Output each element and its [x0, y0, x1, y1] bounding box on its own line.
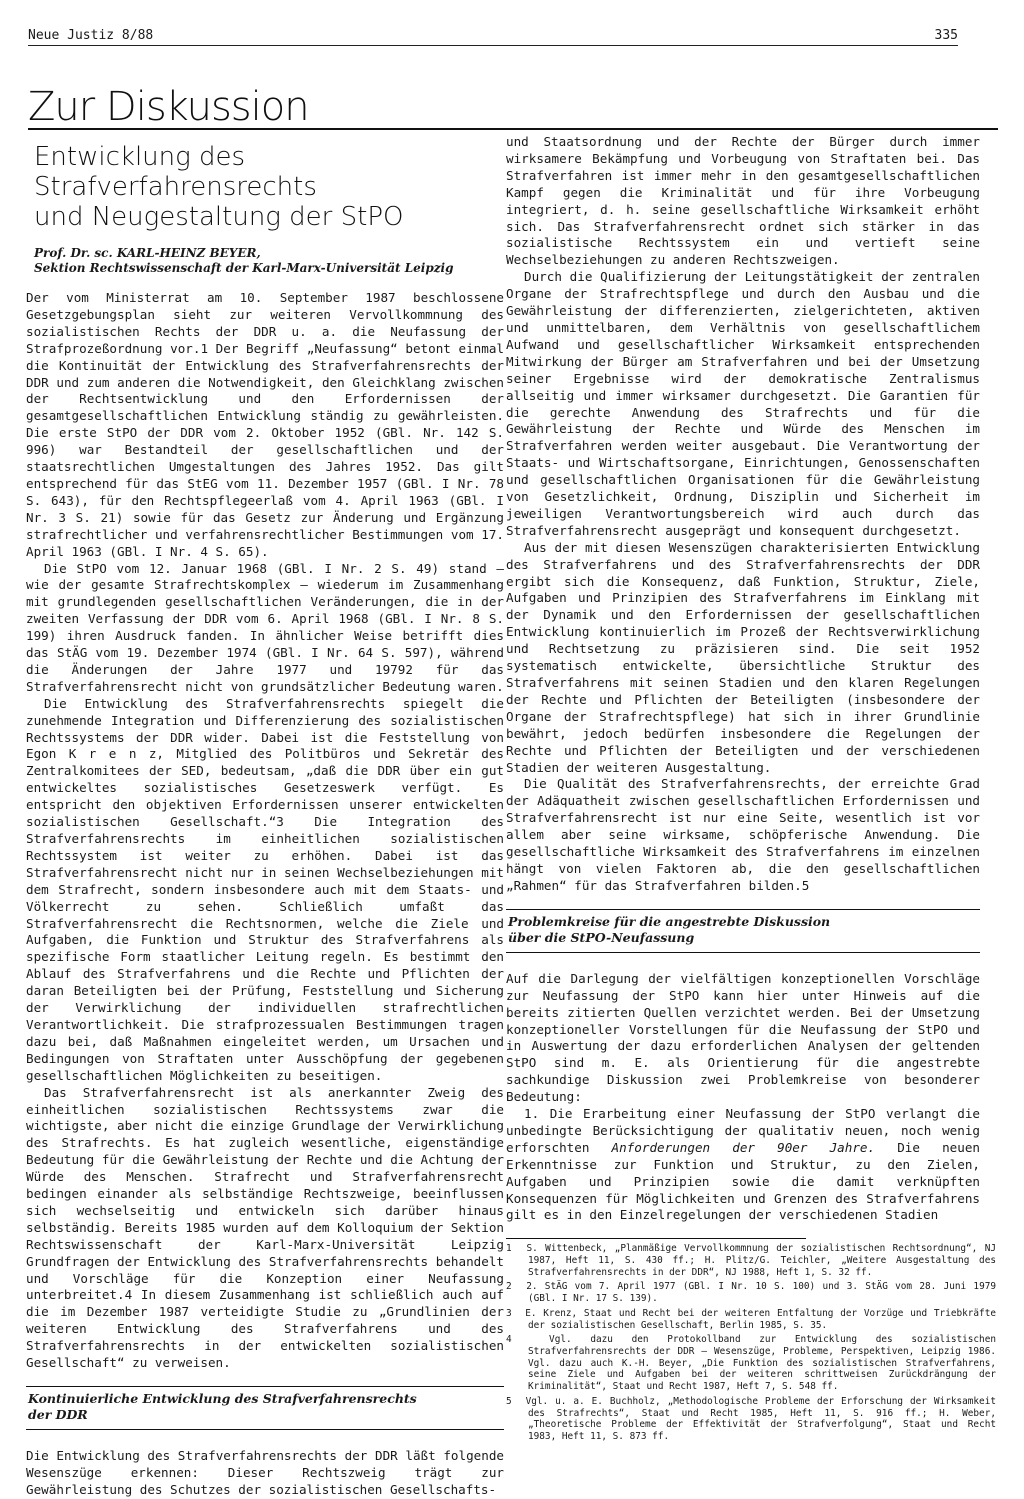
author-affiliation: Sektion Rechtswissenschaft der Karl-Marx-Universität Leipzig	[34, 261, 454, 275]
footnote-text: E. Krenz, Staat und Recht bei der weiteren Entfaltung der Vorzüge und Triebkräfte der sozialistischen Gesellschaft, Berlin 1985, S. 35.	[525, 1307, 996, 1331]
footnote-text: Vgl. dazu den Protokollband zur Entwicklung des sozialistischen Strafverfahrensrechts der DDR – Wesenszüge, Probleme, Perspektiven, Leipzig 1986. Vgl. dazu auch K.-H. Beyer, „Die Funktion des sozialistischen Strafverfahrens, seine Ziele und Aufgaben bei der weiteren schrittweisen Zurückdrängung der Kriminalität“, Staat und Recht 1987, Heft 7, S. 548 ff.	[528, 1334, 996, 1393]
running-header	[28, 28, 958, 43]
paragraph-text: Die neuen Erkenntnisse zur Funktion und Struktur, zu den Zielen, Aufgaben und Prinzipien sowie die damit verknüpften Konsequenzen für Möglichkeiten und Grenzen des Strafverfahrens gilt es in den Einzelregelungen der verschiedenen Stadien	[506, 1139, 980, 1223]
footnote-number: 4	[506, 1334, 512, 1346]
paragraph: Das Strafverfahrensrecht ist als anerkannter Zweig des einheitlichen sozialistischen Rechtssystems zwar die wichtigste, aber nicht die einzige Grundlage der Verwirklichung des Strafrechts. Es hat zugleich wesentliche, eigenständige Bedeutung für die Gewährleistung der Rechte und die Achtung der Würde des Menschen. Strafrecht und Strafverfahrensrecht bedingen einander als selbständige Rechtszweige, beeinflussen sich wechselseitig und entwickeln sich darüber hinaus selbständig. Bereits 1985 wurden auf dem Kolloquium der Sektion Rechtswissenschaft der Karl-Marx-Universität Leipzig Grundfragen der Entwicklung des Strafverfahrensrechts behandelt und Vorschläge für die Konzeption einer Neufassung unterbreitet.4 In diesem Zusammenhang ist schließlich auch auf die im Dezember 1987 verteidigte Studie zu „Grundlinien der weiteren Entwicklung des Strafverfahrens und des Strafverfahrensrechts in der entwickelten sozialistischen Gesellschaft“ zu verweisen.	[26, 1084, 504, 1371]
paragraph: Auf die Darlegung der vielfältigen konzeptionellen Vorschläge zur Neufassung der StPO kann hier unter Hinweis auf die bereits zitierten Quellen verzichtet werden. Bei der Umsetzung konzeptioneller Vorstellungen für die Neufassung der StPO und in Auswertung der dazu erforderlichen Analysen der geltenden StPO sind m. E. als Orientierung für die angestrebte sachkundige Diskussion zwei Problemkreise von besonderer Bedeutung:	[506, 970, 980, 1105]
footnote	[506, 1334, 996, 1393]
page-number: 335	[934, 28, 958, 43]
subheading	[506, 909, 980, 953]
footnote-text: 2. StÄG vom 7. April 1977 (GBl. I Nr. 10 S. 100) und 3. StÄG vom 28. Juni 1979 (GBl. I Nr. 17 S. 139).	[526, 1281, 997, 1305]
footnote-text: Vgl. u. a. E. Buchholz, „Methodologische Probleme der Erforschung der Wirksamkeit des Strafrechts“, Staat und Recht 1985, Heft 11, S. 916 ff.; H. Weber, „Theoretische Probleme der Effektivität der Strafverfolgung“, Staat und Recht 1983, Heft 11, S. 873 ff.	[525, 1395, 996, 1442]
footnote-number: 1	[506, 1243, 512, 1255]
article-title	[34, 142, 504, 232]
footnote-number: 3	[506, 1307, 512, 1319]
paragraph: Die Qualität des Strafverfahrensrechts, der erreichte Grad der Adäquatheit zwischen gesellschaftlichen Erfordernissen und Strafverfahrensrecht ist nur eine Seite, wesentlich ist vor allem aber seine wirksame, schöpferische Anwendung. Die gesellschaftliche Wirksamkeit des Strafverfahrens im einzelnen hängt von vielen Faktoren ab, die den gesellschaftlichen „Rahmen“ für das Strafverfahren bilden.5	[506, 776, 980, 893]
section-title: Zur Diskussion	[28, 84, 309, 130]
article-title-line-2: und Neugestaltung der StPO	[34, 202, 404, 232]
paragraph: Durch die Qualifizierung der Leitungstätigkeit der zentralen Organe der Strafrechtspflege und durch den Ausbau und die Gewährleistung der differenzierten, zielgerichteten, aktiven und unmittelbaren, dem Verhältnis von gesellschaftlichem Aufwand und gesellschaftlicher Wirksamkeit entsprechenden Mitwirkung der Bürger am Strafverfahren und bei der Umsetzung seiner Ergebnisse wird der demokratische Zentralismus allseitig und immer wirksamer durchgesetzt. Die Garantien für die gerechte Anwendung des Strafrechts und für die Gewährleistung der Rechte und Würde des Menschen im Strafverfahren werden weiter ausgebaut. Die Verantwortung der Staats- und Wirtschaftsorgane, Einrichtungen, Genossenschaften und gesellschaftlichen Organisationen für die Gewährleistung von Gesetzlichkeit, Ordnung, Disziplin und Sicherheit im jeweiligen Verantwortungsbereich wird auch durch das Strafverfahrensrecht ausgeprägt und konsequent durchgesetzt.	[506, 269, 980, 538]
paragraph: Der vom Ministerrat am 10. September 1987 beschlossene Gesetzgebungsplan sieht zur weiteren Vervollkommnung des sozialistischen Rechts der DDR u. a. die Neufassung der Strafprozeßordnung vor.1 Der Begriff „Neufassung“ betont einmal die Kontinuität der Entwicklung des Strafverfahrensrechts der DDR und zum anderen die Notwendigkeit, den Gleichklang zwischen der Rechtsentwicklung und den Erfordernissen der gesamtgesellschaftlichen Entwicklung ständig zu gewährleisten. Die erste StPO der DDR vom 2. Oktober 1952 (GBl. Nr. 142 S. 996) war Bestandteil der gesellschaftlichen und der staatsrechtlichen Umgestaltungen des Jahres 1952. Das gilt entsprechend für das StEG vom 11. Dezember 1957 (GBl. I Nr. 78 S. 643), für den Rechtspflegeerlaß vom 4. April 1963 (GBl. I Nr. 3 S. 21) sowie für das Gesetz zur Änderung und Ergänzung strafrechtlicher und verfahrensrechtlicher Bestimmungen vom 17. April 1963 (GBl. I Nr. 4 S. 65).	[26, 290, 504, 559]
paragraph: und Staatsordnung und der Rechte der Bürger durch immer wirksamere Bekämpfung und Vorbeugung von Straftaten bei. Das Strafverfahren ist immer mehr in den gesamtgesellschaftlichen Kampf gegen die Kriminalität und für ihre Vorbeugung integriert, d. h. seine gesellschaftliche Wirksamkeit erhöht sich. Das Strafverfahrensrecht ordnet sich stärker in das sozialistische Rechtssystem ein und vertieft seine Wechselbeziehungen zu anderen Rechtszweigen.	[506, 134, 980, 268]
paragraph: Die Entwicklung des Strafverfahrensrechts der DDR läßt folgende Wesenszüge erkennen: Dieser Rechtszweig trägt zur Gewährleistung des Schutzes der sozialistischen Gesellschafts-	[26, 1448, 504, 1497]
footnote-number: 5	[506, 1395, 512, 1407]
section-rule	[28, 128, 998, 130]
paragraph: Die StPO vom 12. Januar 1968 (GBl. I Nr. 2 S. 49) stand — wie der gesamte Strafrechtskomplex — wiederum im Zusammenhang mit grundlegenden gesellschaftlichen Veränderungen, die in der zweiten Verfassung der DDR vom 6. April 1968 (GBl. I Nr. 8 S. 199) ihren Ausdruck fanden. In ähnlicher Weise betrifft dies das StÄG vom 19. Dezember 1974 (GBl. I Nr. 64 S. 597), während die Änderungen der Jahre 1977 und 19792 für das Strafverfahrensrecht nicht von grundsätzlicher Bedeutung waren.	[26, 560, 504, 694]
emphasis-text: Anforderungen der 90er Jahre.	[611, 1139, 876, 1155]
footnote-text: S. Wittenbeck, „Planmäßige Vervollkommnung der sozialistischen Rechtsordnung“, NJ 1987, Heft 11, S. 430 ff.; H. Plitz/G. Teichler, „Weitere Ausgestaltung des Strafverfahrensrechts in der DDR“, NJ 1988, Heft 1, S. 32 ff.	[526, 1243, 997, 1278]
subheading-line-1: Problemkreise für die angestrebte Diskussion	[508, 913, 831, 929]
footnote	[506, 1396, 996, 1443]
footnote	[506, 1308, 996, 1331]
paragraph	[506, 1106, 980, 1224]
article-title-line-1: Entwicklung des Strafverfahrensrechts	[34, 142, 317, 202]
left-column	[26, 134, 504, 1497]
footnotes	[506, 1243, 997, 1442]
author-name: Prof. Dr. sc. KARL-HEINZ BEYER,	[34, 246, 261, 260]
paragraph: Aus der mit diesen Wesenszügen charakterisierten Entwicklung des Strafverfahrens und des Strafverfahrensrechts der DDR ergibt sich die Konsequenz, daß Funktion, Struktur, Ziele, Aufgaben und Prinzipien des Strafverfahrens im Einklang mit der Dynamik und den Erfordernissen der gesellschaftlichen Entwicklung kontinuierlich im Prozeß der Rechtsverwirklichung und Rechtsetzung zu präzisieren sind. Die seit 1952 systematisch entwickelte, übersichtliche Struktur des Strafverfahrens mit seinen Stadien und den klaren Regelungen der Rechte und Pflichten der Beteiligten (insbesondere der Organe der Strafrechtspflege) hat sich in ihrer Grundlinie bewährt, jedoch bedürfen insbesondere die Regelungen der Rechte und Pflichten der Beteiligten und der verschiedenen Stadien der weiteren Ausgestaltung.	[506, 539, 980, 775]
paragraph-text: 1. Die Erarbeitung einer Neufassung der StPO verlangt die unbedingte Berücksichtigung der qualitativ neuen, noch wenig erforschten	[506, 1106, 980, 1155]
footnote-number: 2	[506, 1281, 512, 1293]
subheading-line-2: über die StPO-Neufassung	[508, 929, 695, 945]
journal-issue: Neue Justiz 8/88	[28, 28, 154, 43]
paragraph: Die Entwicklung des Strafverfahrensrechts spiegelt die zunehmende Integration und Differenzierung des sozialistischen Rechtssystems der DDR wider. Dabei ist die Feststellung von Egon K r e n z, Mitglied des Politbüros und Sekretär des Zentralkomitees der SED, bedeutsam, „daß die DDR über ein gut entwickeltes sozialistisches Gesetzeswerk verfügt. Es entspricht den objektiven Erfordernissen unserer entwickelten sozialistischen Gesellschaft.“3 Die Integration des Strafverfahrensrechts im einheitlichen sozialistischen Rechtssystem ist weiter zu erhöhen. Dabei ist das Strafverfahrensrecht nicht nur in seinen Wechselbeziehungen mit dem Strafrecht, sondern insbesondere auch mit dem Staats- und Völkerrecht zu sehen. Schließlich umfaßt das Strafverfahrensrecht die Rechtsnormen, welche die Ziele und Aufgaben, die Funktion und Struktur des Strafverfahrens als spezifische Form staatlicher Leitung regeln. Es bestimmt den Ablauf des Strafverfahrens und die Rechte und Pflichten der daran Beteiligten bei der Prüfung, Feststellung und Sicherung der Verwirklichung der individuellen strafrechtlichen Verantwortlichkeit. Die strafprozessualen Bestimmungen tragen dazu bei, daß Maßnahmen eingeleitet werden, um Ursachen und Bedingungen von Straftaten unter Ausschöpfung der gegebenen gesellschaftlichen Möglichkeiten zu beseitigen.	[26, 695, 504, 1083]
subheading-line-1: Kontinuierliche Entwicklung des Strafverfahrensrechts	[28, 1391, 417, 1406]
subheading-line-2: der DDR	[28, 1407, 88, 1422]
right-column	[506, 134, 997, 1442]
author-block	[34, 246, 504, 276]
header-rule	[28, 45, 958, 46]
footnote	[506, 1243, 996, 1278]
footnote	[506, 1281, 996, 1304]
subheading	[26, 1386, 504, 1430]
